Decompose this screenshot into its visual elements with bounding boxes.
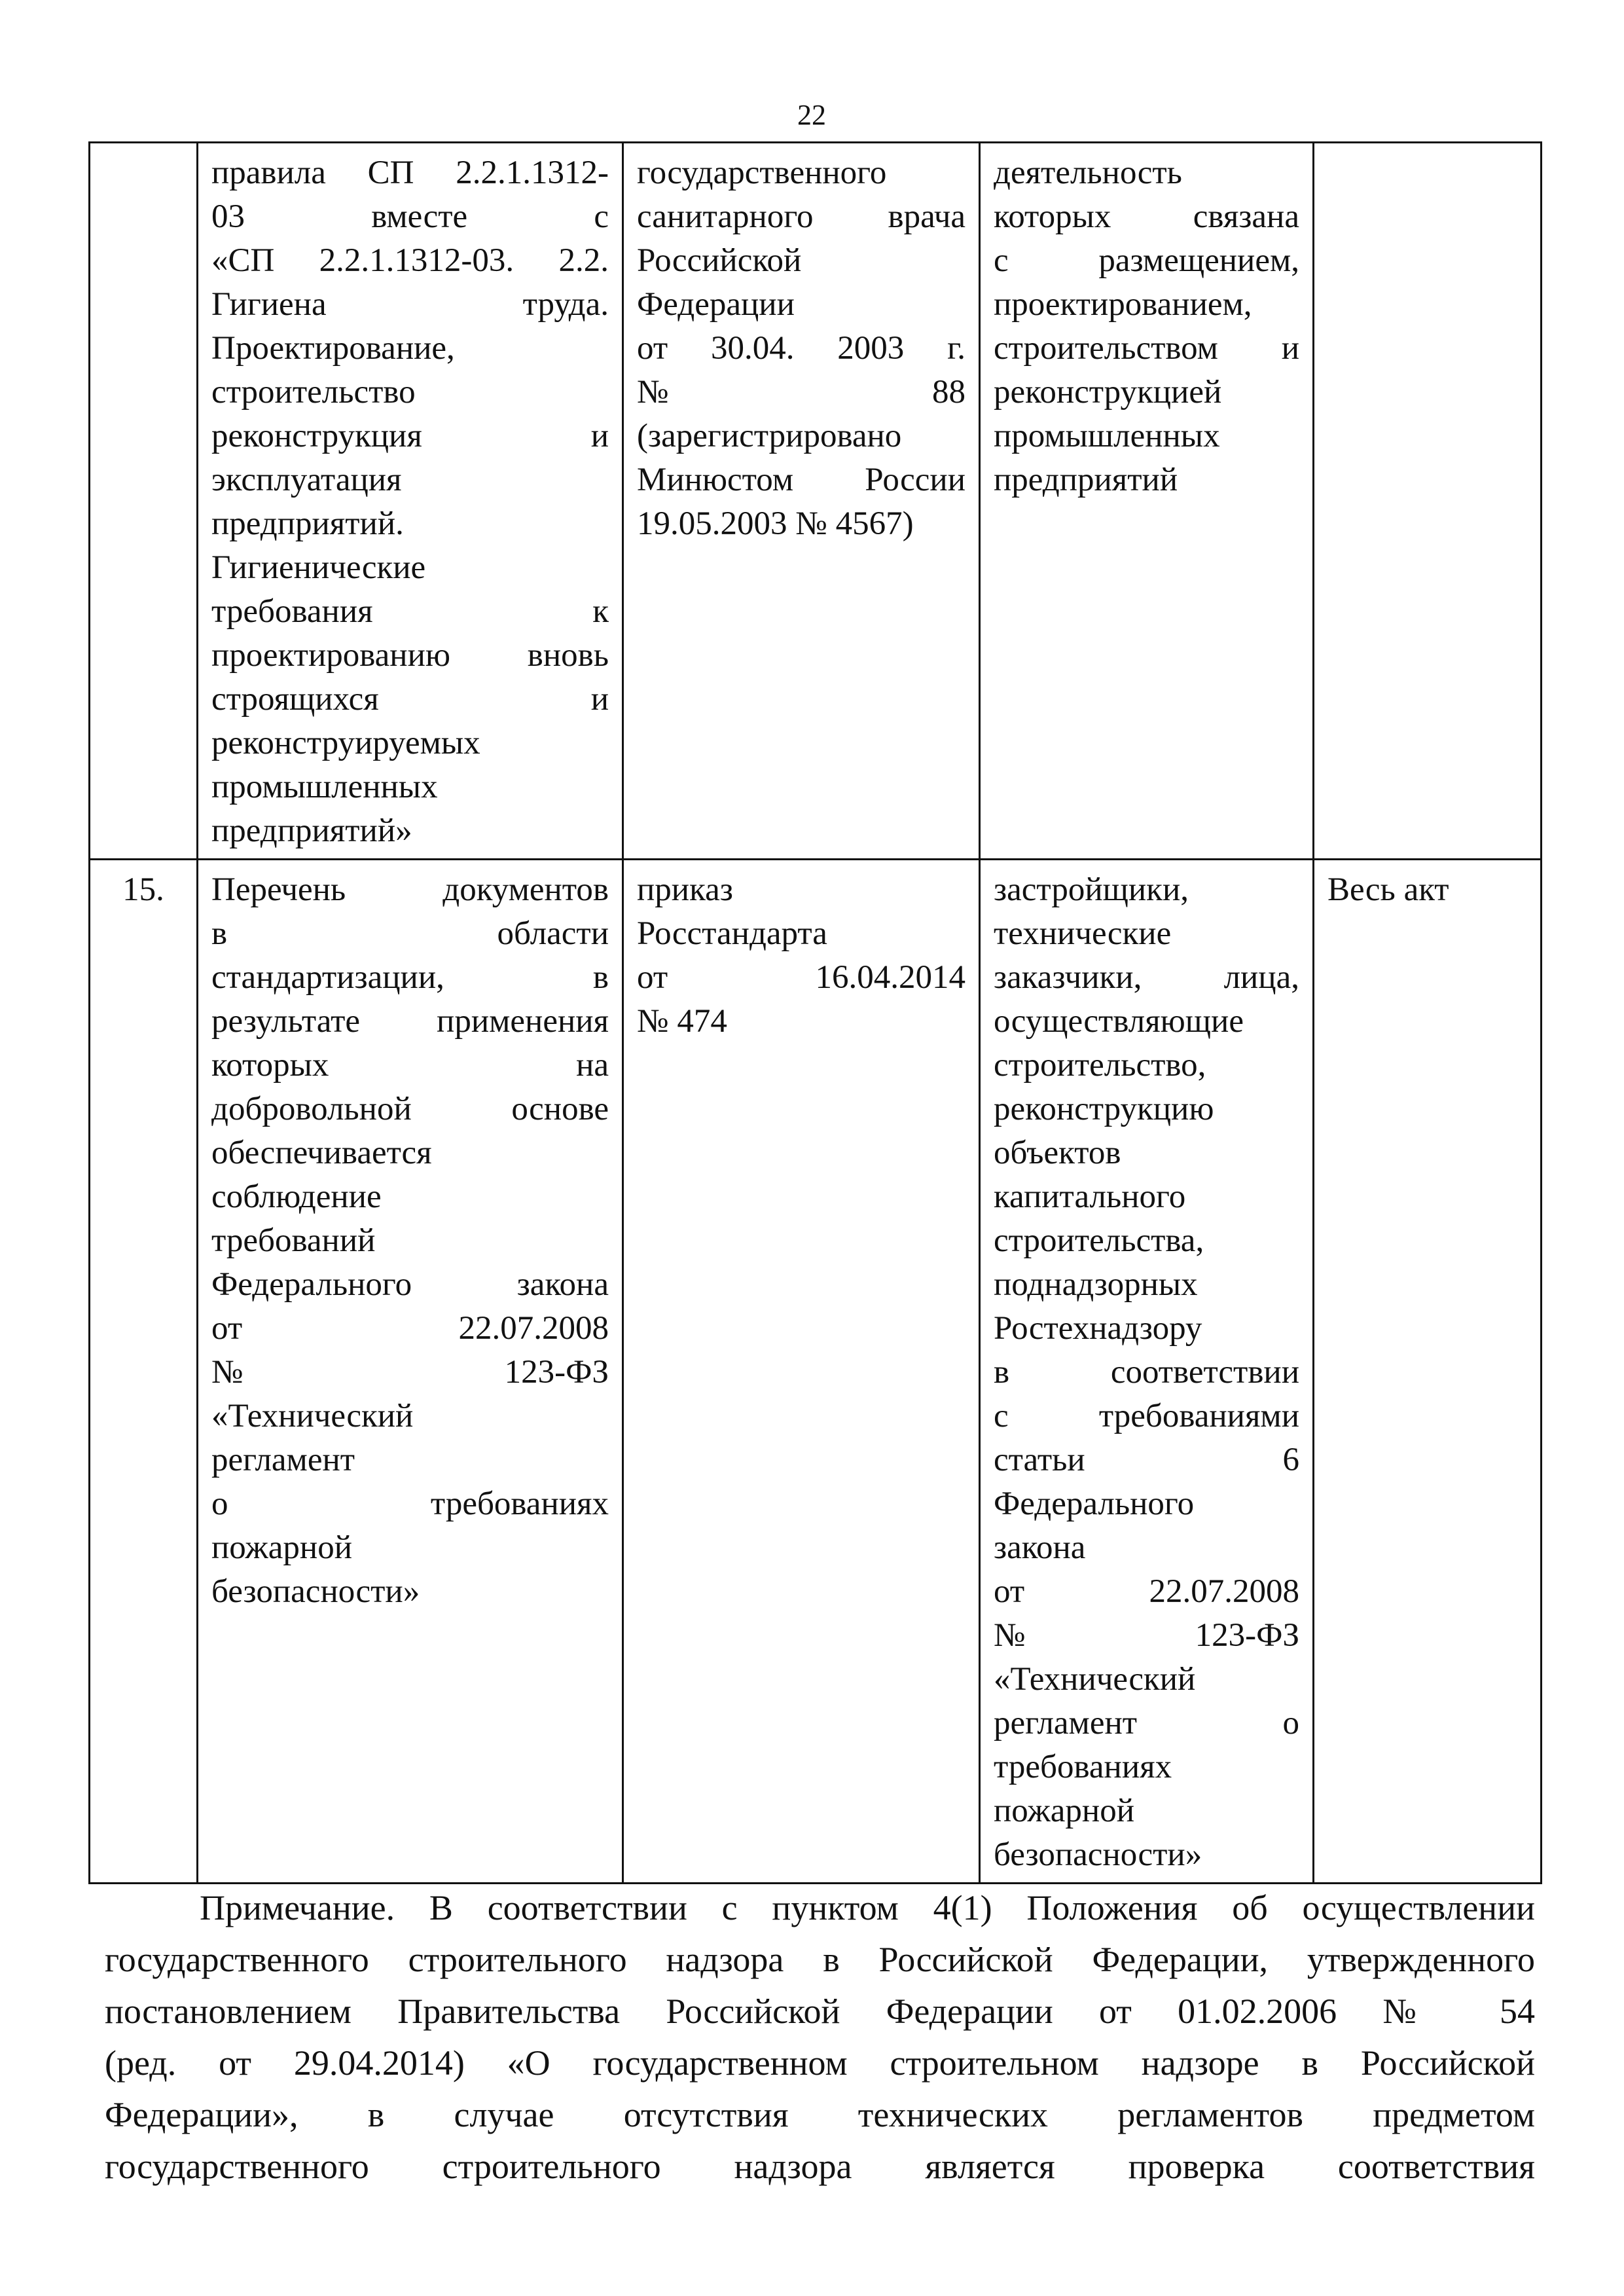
cell-text-line: проектированию вновь [211, 637, 609, 674]
note-line: государственного строительного надзора является проверка соответствия [105, 2147, 1535, 2186]
cell-text-line: добровольной основе [211, 1091, 609, 1127]
cell-text-line: предприятий [994, 462, 1178, 498]
cell-text-line: пожарной [211, 1529, 352, 1566]
cell-text-line: безопасности» [211, 1573, 420, 1610]
cell-text-line: «СП 2.2.1.1312-03. 2.2. [211, 242, 609, 279]
note-line: постановлением Правительства Российской Федерации от 01.02.2006 № 54 [105, 1992, 1535, 2031]
cell-text-line: стандартизации, в [211, 959, 609, 996]
cell-text-line: результате применения [211, 1003, 609, 1040]
table-row [90, 143, 1542, 860]
cell-text-line: строящихся и [211, 681, 609, 718]
cell-text-line: № 88 [637, 374, 965, 410]
applicability-cell [980, 860, 1314, 1884]
cell-text-line: строительство, [994, 1047, 1206, 1084]
cell-text-line: требованиях [994, 1749, 1172, 1785]
cell-text-line: Минюстом России [637, 462, 965, 498]
scope-cell [1314, 143, 1542, 860]
applicability-cell [980, 143, 1314, 860]
cell-text-line: эксплуатация [211, 462, 402, 498]
cell-text-line: 03 вместе с [211, 198, 609, 235]
row-number-cell: 15. [90, 860, 198, 1884]
cell-text-line: регламент о [994, 1705, 1299, 1741]
cell-text-line: промышленных [211, 769, 438, 805]
cell-text-line: которых связана [994, 198, 1299, 235]
cell-text-line: застройщики, [994, 871, 1189, 908]
cell-text-line: Росстандарта [637, 915, 827, 952]
cell-text-line: реконструкцией [994, 374, 1222, 410]
cell-text-line: «Технический [994, 1661, 1196, 1698]
cell-text-line: капитального [994, 1178, 1186, 1215]
cell-text-line: от 22.07.2008 [211, 1310, 609, 1347]
cell-text-line: Федерального [994, 1485, 1195, 1522]
documents-table [88, 141, 1542, 1884]
cell-text-line: промышленных [994, 418, 1220, 454]
cell-text-line: закона [994, 1529, 1086, 1566]
cell-text-line: технические [994, 915, 1172, 952]
cell-text-line: проектированием, [994, 286, 1252, 323]
cell-text-line: Федерации [637, 286, 795, 323]
cell-text-line: государственного [637, 155, 887, 191]
cell-text-line: Проектирование, [211, 330, 455, 367]
cell-text-line: требования к [211, 593, 609, 630]
cell-text-line: статьи 6 [994, 1442, 1299, 1478]
cell-text-line: регламент [211, 1442, 355, 1478]
cell-text-line: требований [211, 1222, 376, 1259]
cell-text-line: № 123-ФЗ [994, 1617, 1299, 1654]
cell-text-line: поднадзорных [994, 1266, 1198, 1303]
cell-text-line: предприятий. [211, 505, 404, 542]
note-line: Примечание. В соответствии с пунктом 4(1) Положения об осуществлении [200, 1888, 1535, 1927]
approving-act-cell [623, 143, 980, 860]
cell-text-line: реконструкция и [211, 418, 609, 454]
cell-text-line: реконструируемых [211, 725, 480, 761]
cell-text-line: от 30.04. 2003 г. [637, 330, 965, 367]
note-line: Федерации», в случае отсутствия технических регламентов предметом [105, 2095, 1535, 2134]
cell-text-line: строительством и [994, 330, 1299, 367]
row-number-cell [90, 143, 198, 860]
cell-text-line: с размещением, [994, 242, 1299, 279]
cell-text-line: соблюдение [211, 1178, 382, 1215]
cell-text-line: «Технический [211, 1398, 414, 1434]
note-line: государственного строительного надзора в Российской Федерации, утвержденного [105, 1940, 1535, 1979]
cell-text-line: заказчики, лица, [994, 959, 1299, 996]
cell-text-line: в соответствии [994, 1354, 1299, 1391]
cell-text-line: пожарной [994, 1793, 1134, 1829]
cell-text-line: от 16.04.2014 [637, 959, 965, 996]
cell-text-line: с требованиями [994, 1398, 1299, 1434]
cell-text-line: Перечень документов [211, 871, 609, 908]
cell-text-line: о требованиях [211, 1485, 609, 1522]
cell-text-line: № 123-ФЗ [211, 1354, 609, 1391]
cell-text-line: безопасности» [994, 1836, 1202, 1873]
cell-text-line: 19.05.2003 № 4567) [637, 505, 914, 542]
document-title-cell [198, 860, 623, 1884]
scope-cell: Весь акт [1314, 860, 1542, 1884]
cell-text-line: деятельность [994, 155, 1182, 191]
cell-text-line: правила СП 2.2.1.1312- [211, 155, 609, 191]
cell-text-line: реконструкцию [994, 1091, 1214, 1127]
cell-text-line: Гигиенические [211, 549, 426, 586]
cell-text-line: санитарного врача [637, 198, 965, 235]
page-number: 22 [797, 99, 826, 131]
cell-text-line: (зарегистрировано [637, 418, 902, 454]
note-line: (ред. от 29.04.2014) «О государственном строительном надзоре в Российской [105, 2043, 1535, 2083]
cell-text-line: строительство [211, 374, 416, 410]
cell-text-line: от 22.07.2008 [994, 1573, 1299, 1610]
cell-text-line: в области [211, 915, 609, 952]
approving-act-cell [623, 860, 980, 1884]
cell-text-line: объектов [994, 1135, 1121, 1171]
cell-text-line: осуществляющие [994, 1003, 1244, 1040]
cell-text-line: строительства, [994, 1222, 1204, 1259]
cell-text-line: № 474 [637, 1003, 727, 1040]
cell-text-line: Ростехнадзору [994, 1310, 1202, 1347]
document-title-cell [198, 143, 623, 860]
note-paragraph [105, 1882, 1535, 2193]
cell-text-line: Гигиена труда. [211, 286, 609, 323]
cell-text-line: которых на [211, 1047, 609, 1084]
cell-text-line: приказ [637, 871, 733, 908]
cell-text-line: Федерального закона [211, 1266, 609, 1303]
cell-text-line: Российской [637, 242, 802, 279]
cell-text-line: обеспечивается [211, 1135, 432, 1171]
table-row [90, 860, 1542, 1884]
cell-text-line: предприятий» [211, 812, 412, 849]
